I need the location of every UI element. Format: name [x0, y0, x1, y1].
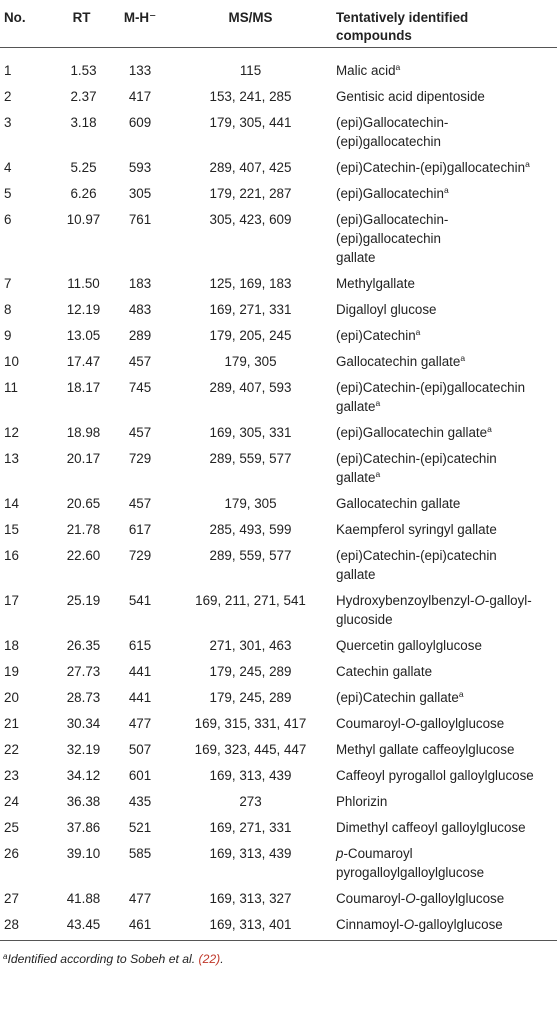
- cell-no: 23: [4, 767, 19, 783]
- cell-msms: 289, 407, 593: [209, 379, 292, 395]
- cell-mh: 541: [128, 592, 152, 608]
- compound-text: gallate: [336, 469, 376, 485]
- cell-compound: [331, 373, 557, 418]
- cell-compound: [331, 295, 557, 321]
- footnote-marker: a: [395, 61, 401, 72]
- footnote-marker: a: [375, 397, 381, 408]
- cell-rt: 20.17: [66, 450, 101, 466]
- cell-mh: 417: [128, 88, 152, 104]
- header-mh: M-H⁻: [110, 0, 170, 47]
- table-header: [0, 0, 557, 47]
- cell-msms: 289, 559, 577: [209, 547, 292, 563]
- cell-no: 27: [4, 890, 19, 906]
- table-body: [0, 47, 557, 940]
- footnote-marker: a: [525, 158, 530, 169]
- cell-rt: 5.25: [70, 159, 97, 175]
- footnote-end: .: [220, 951, 224, 966]
- table-row: [0, 418, 557, 444]
- cell-rt: 13.05: [66, 327, 101, 343]
- cell-compound: [331, 205, 557, 269]
- compound-text: -galloylglucose: [415, 715, 505, 731]
- compound-text: glucoside: [336, 611, 393, 627]
- cell-no: 15: [4, 521, 19, 537]
- cell-no: 3: [4, 114, 12, 130]
- cell-rt: 1.53: [70, 62, 97, 78]
- cell-rt: 28.73: [66, 689, 101, 705]
- compound-text: (epi)Gallocatechin gallate: [336, 424, 488, 440]
- table-row: [0, 373, 557, 418]
- cell-no: 24: [4, 793, 19, 809]
- cell-msms: 115: [239, 62, 262, 78]
- cell-msms: 179, 245, 289: [209, 689, 292, 705]
- compound-text: (epi)Catechin-(epi)gallocatechin: [336, 379, 526, 395]
- cell-rt: 39.10: [66, 845, 101, 861]
- cell-mh: 521: [128, 819, 152, 835]
- table-row: [0, 884, 557, 910]
- cell-rt: 34.12: [66, 767, 101, 783]
- cell-mh: 289: [128, 327, 152, 343]
- cell-msms: 153, 241, 285: [209, 88, 292, 104]
- compound-text: (epi)gallocatechin: [336, 133, 441, 149]
- table-row: [0, 82, 557, 108]
- cell-mh: 477: [128, 890, 152, 906]
- compound-text: gallate: [336, 398, 376, 414]
- table-row: [0, 515, 557, 541]
- cell-mh: 183: [128, 275, 152, 291]
- table-row: [0, 153, 557, 179]
- cell-compound: [331, 153, 557, 179]
- table-row: [0, 205, 557, 269]
- table-row: [0, 541, 557, 586]
- compound-text: Caffeoyl pyrogallol galloylglucose: [336, 767, 534, 783]
- cell-rt: 26.35: [66, 637, 101, 653]
- cell-no: 19: [4, 663, 19, 679]
- footnote-marker: a: [415, 326, 421, 337]
- table-row: [0, 709, 557, 735]
- compound-text: (epi)Gallocatechin-: [336, 114, 449, 130]
- cell-rt: 22.60: [66, 547, 101, 563]
- cell-rt: 10.97: [66, 211, 101, 227]
- compound-text: (epi)Catechin gallate: [336, 689, 459, 705]
- footnote-text: Identified according to Sobeh et al.: [7, 951, 199, 966]
- table-row: [0, 761, 557, 787]
- cell-msms: 169, 313, 439: [209, 767, 292, 783]
- table-row: [0, 444, 557, 489]
- footnote-marker: a: [443, 184, 449, 195]
- compound-italic: O: [474, 592, 485, 608]
- cell-no: 12: [4, 424, 19, 440]
- cell-mh: 477: [128, 715, 152, 731]
- cell-no: 5: [4, 185, 12, 201]
- compound-text: Quercetin galloylglucose: [336, 637, 482, 653]
- cell-mh: 441: [128, 663, 152, 679]
- cell-mh: 601: [128, 767, 152, 783]
- table-row: [0, 489, 557, 515]
- header-compound-line1: Tentatively identified: [336, 10, 469, 25]
- footnote-marker: a: [3, 951, 8, 961]
- cell-msms: 169, 313, 401: [170, 910, 331, 941]
- cell-compound: [331, 761, 557, 787]
- compound-text: -Coumaroyl: [343, 845, 413, 861]
- cell-rt: 17.47: [66, 353, 101, 369]
- cell-compound: [331, 321, 557, 347]
- cell-msms: 271, 301, 463: [209, 637, 292, 653]
- cell-msms: 289, 559, 577: [209, 450, 292, 466]
- cell-mh: 457: [128, 353, 152, 369]
- compound-text: (epi)Catechin-(epi)catechin: [336, 450, 497, 466]
- header-msms: MS/MS: [170, 0, 331, 47]
- cell-msms: 179, 305, 441: [209, 114, 292, 130]
- compound-text: (epi)Catechin: [336, 327, 416, 343]
- cell-msms: 285, 493, 599: [209, 521, 292, 537]
- compound-text: Cinnamoyl-: [336, 916, 404, 932]
- cell-msms: 289, 407, 425: [209, 159, 292, 175]
- header-compound: [331, 0, 557, 47]
- cell-compound: [331, 787, 557, 813]
- table-row: [0, 910, 557, 941]
- cell-msms: 169, 315, 331, 417: [194, 715, 307, 731]
- compound-text: (epi)Catechin-(epi)gallocatechin: [336, 159, 526, 175]
- compound-text: Coumaroyl-: [336, 715, 406, 731]
- cell-msms: 179, 245, 289: [209, 663, 292, 679]
- cell-compound: [331, 813, 557, 839]
- cell-rt: 6.26: [70, 185, 97, 201]
- table-row: [0, 631, 557, 657]
- cell-rt: 11.50: [67, 275, 100, 291]
- footnote: [0, 941, 557, 967]
- compound-text: Dimethyl caffeoyl galloylglucose: [336, 819, 526, 835]
- cell-no: 8: [4, 301, 12, 317]
- cell-no: 10: [4, 353, 19, 369]
- cell-mh: 133: [128, 62, 152, 78]
- cell-mh: 615: [128, 637, 152, 653]
- cell-mh: 507: [128, 741, 152, 757]
- compound-text: (epi)Gallocatechin: [336, 185, 444, 201]
- cell-rt: 25.19: [66, 592, 101, 608]
- cell-msms: 179, 205, 245: [209, 327, 292, 343]
- compound-text: Hydroxybenzoylbenzyl-: [336, 592, 475, 608]
- cell-compound: [331, 82, 557, 108]
- compound-text: (epi)gallocatechin: [336, 230, 441, 246]
- cell-mh: 457: [128, 424, 152, 440]
- cell-compound: [331, 418, 557, 444]
- cell-no: 17: [4, 592, 19, 608]
- compound-text: Kaempferol syringyl gallate: [336, 521, 497, 537]
- cell-rt: 12.19: [66, 301, 101, 317]
- compound-text: -galloylglucose: [415, 890, 505, 906]
- cell-rt: 18.98: [66, 424, 101, 440]
- compound-text: Methylgallate: [336, 275, 415, 291]
- cell-mh: 593: [128, 159, 152, 175]
- cell-rt: 41.88: [66, 890, 101, 906]
- cell-no: 11: [4, 379, 18, 395]
- cell-msms: 169, 305, 331: [209, 424, 292, 440]
- table-row: [0, 47, 557, 82]
- table-row: [0, 839, 557, 884]
- table-row: [0, 813, 557, 839]
- cell-mh: 441: [128, 689, 152, 705]
- compound-italic: p: [336, 845, 344, 861]
- cell-no: 1: [4, 62, 12, 78]
- cell-no: 25: [4, 819, 19, 835]
- cell-msms: 273: [239, 793, 262, 809]
- footnote-marker: a: [460, 352, 466, 363]
- cell-no: 4: [4, 159, 12, 175]
- header-no: No.: [0, 0, 53, 47]
- cell-no: 6: [4, 211, 12, 227]
- compound-text: (epi)Catechin-(epi)catechin: [336, 547, 497, 563]
- cell-msms: 169, 313, 327: [209, 890, 292, 906]
- compound-italic: O: [405, 715, 416, 731]
- compound-italic: O: [405, 890, 416, 906]
- cell-compound: [331, 489, 557, 515]
- cell-mh: 461: [110, 910, 170, 941]
- cell-rt: 27.73: [66, 663, 101, 679]
- compound-text: pyrogalloylgalloylglucose: [336, 864, 485, 880]
- table-row: [0, 179, 557, 205]
- compound-text: Gentisic acid dipentoside: [336, 88, 485, 104]
- compound-text: Coumaroyl-: [336, 890, 406, 906]
- table-row: [0, 321, 557, 347]
- cell-compound: [331, 884, 557, 910]
- footnote-marker: a: [458, 688, 464, 699]
- cell-no: 16: [4, 547, 19, 563]
- cell-no: 26: [4, 845, 19, 861]
- cell-rt: 18.17: [66, 379, 101, 395]
- cell-rt: 21.78: [66, 521, 101, 537]
- compound-text: -galloyl-: [484, 592, 532, 608]
- cell-rt: 3.18: [70, 114, 97, 130]
- cell-compound: [331, 910, 557, 941]
- cell-rt: 20.65: [66, 495, 101, 511]
- table-row: [0, 295, 557, 321]
- compound-text: Catechin gallate: [336, 663, 433, 679]
- cell-rt: 2.37: [70, 88, 97, 104]
- cell-mh: 761: [128, 211, 152, 227]
- cell-rt: 36.38: [66, 793, 101, 809]
- compound-text: Phlorizin: [336, 793, 388, 809]
- cell-mh: 729: [128, 547, 152, 563]
- cell-compound: [331, 586, 557, 631]
- cell-msms: 169, 271, 331: [209, 301, 292, 317]
- cell-mh: 435: [128, 793, 152, 809]
- cell-no: 13: [4, 450, 19, 466]
- cell-rt: 43.45: [53, 910, 110, 941]
- cell-no: 7: [4, 275, 12, 291]
- cell-compound: [331, 269, 557, 295]
- cell-msms: 169, 211, 271, 541: [195, 592, 306, 608]
- header-rt: RT: [53, 0, 110, 47]
- cell-compound: [331, 709, 557, 735]
- cell-mh: 305: [128, 185, 152, 201]
- compound-text: (epi)Gallocatechin-: [336, 211, 449, 227]
- table-row: [0, 269, 557, 295]
- cell-compound: [331, 179, 557, 205]
- table-row: [0, 108, 557, 153]
- table-row: [0, 787, 557, 813]
- cell-no: 9: [4, 327, 12, 343]
- table-row: [0, 735, 557, 761]
- cell-compound: [331, 657, 557, 683]
- compound-text: gallate: [336, 249, 376, 265]
- compound-italic: O: [403, 916, 415, 932]
- cell-compound: [331, 839, 557, 884]
- footnote-marker: a: [487, 423, 492, 434]
- cell-mh: 745: [128, 379, 152, 395]
- cell-msms: 179, 305: [224, 495, 277, 511]
- cell-no: 28: [0, 910, 53, 941]
- table-row: [0, 586, 557, 631]
- compound-text: Gallocatechin gallate: [336, 495, 461, 511]
- header-compound-line2: compounds: [336, 28, 412, 43]
- cell-compound: [331, 444, 557, 489]
- cell-compound: [331, 541, 557, 586]
- cell-msms: 169, 323, 445, 447: [194, 741, 307, 757]
- cell-msms: 179, 305: [224, 353, 277, 369]
- compound-text: Methyl gallate caffeoylglucose: [336, 741, 515, 757]
- compound-text: Malic acid: [336, 62, 396, 78]
- cell-mh: 729: [128, 450, 152, 466]
- table-row: [0, 683, 557, 709]
- cell-compound: [331, 631, 557, 657]
- cell-mh: 617: [128, 521, 152, 537]
- cell-no: 14: [4, 495, 19, 511]
- cell-rt: 32.19: [66, 741, 101, 757]
- compound-text: -galloylglucose: [414, 916, 503, 932]
- cell-mh: 609: [128, 114, 152, 130]
- cell-compound: [331, 347, 557, 373]
- cell-compound: [331, 515, 557, 541]
- cell-msms: 305, 423, 609: [209, 211, 292, 227]
- cell-no: 2: [4, 88, 12, 104]
- cell-mh: 585: [128, 845, 152, 861]
- cell-msms: 169, 313, 439: [209, 845, 292, 861]
- cell-mh: 457: [128, 495, 152, 511]
- cell-compound: [331, 47, 557, 82]
- cell-rt: 37.86: [66, 819, 101, 835]
- table-row: [0, 347, 557, 373]
- compound-text: gallate: [336, 566, 376, 582]
- footnote-marker: a: [375, 468, 381, 479]
- cell-msms: 179, 221, 287: [209, 185, 292, 201]
- cell-mh: 483: [128, 301, 152, 317]
- cell-compound: [331, 735, 557, 761]
- cell-msms: 125, 169, 183: [209, 275, 292, 291]
- cell-compound: [331, 108, 557, 153]
- cell-no: 18: [4, 637, 19, 653]
- compound-text: Gallocatechin gallate: [336, 353, 461, 369]
- table-row: [0, 657, 557, 683]
- cell-no: 20: [4, 689, 19, 705]
- cell-compound: [331, 683, 557, 709]
- cell-no: 22: [4, 741, 19, 757]
- footnote-reference-link[interactable]: (22): [198, 951, 221, 966]
- cell-no: 21: [4, 715, 19, 731]
- cell-msms: 169, 271, 331: [209, 819, 292, 835]
- compound-text: Digalloyl glucose: [336, 301, 437, 317]
- cell-rt: 30.34: [66, 715, 101, 731]
